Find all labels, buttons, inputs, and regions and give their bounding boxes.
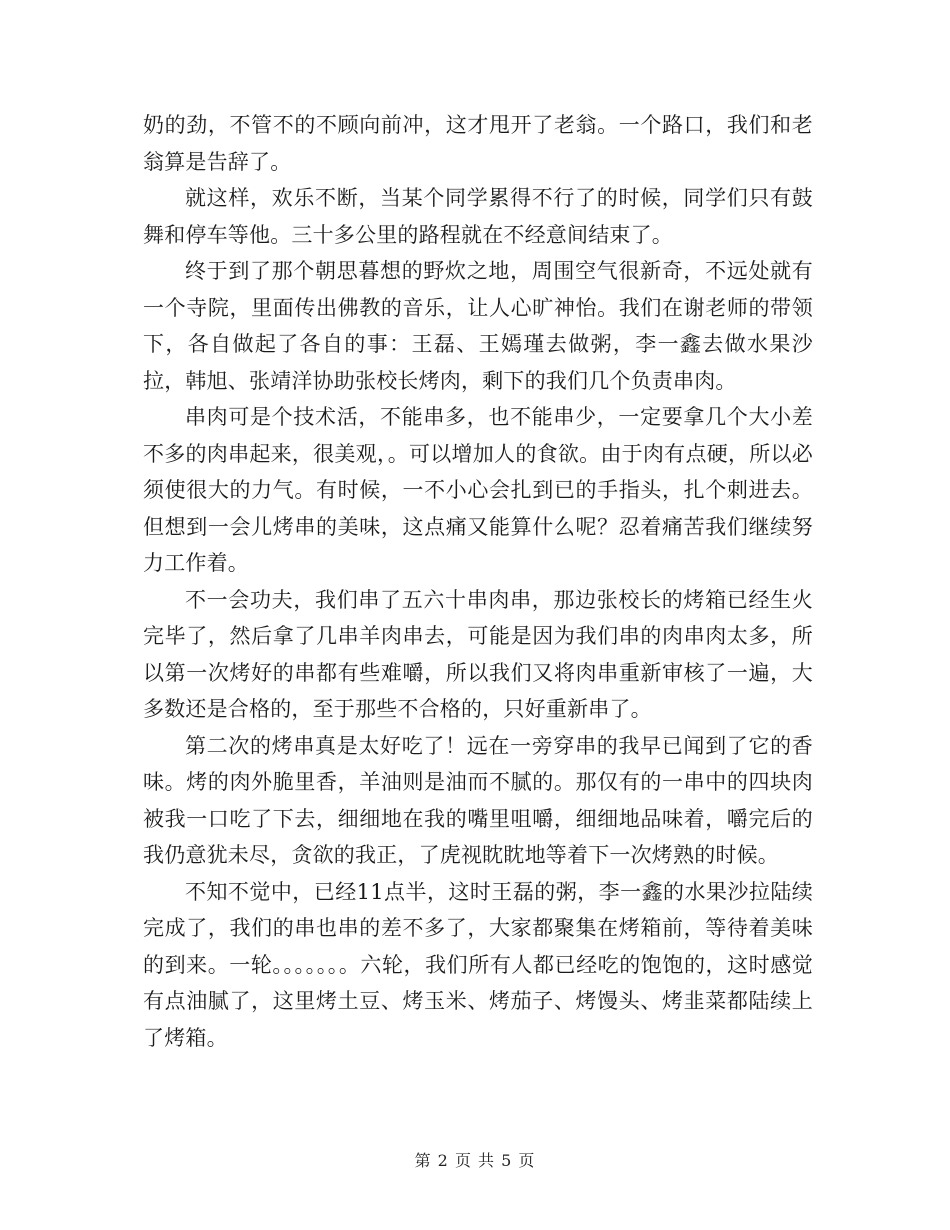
paragraph: 不知不觉中，已经11点半，这时王磊的粥，李一鑫的水果沙拉陆续完成了，我们的串也串的差不多了，大家都聚集在烤箱前，等待着美味的到来。一轮。。。。。。。六轮，我们所有人都已经吃的饱饱的，这时感觉有点油腻了，这里烤土豆、烤玉米、烤茄子、烤馒头、烤韭菜都陆续上了烤箱。 [143,879,813,1050]
paragraph: 不一会功夫，我们串了五六十串肉串，那边张校长的烤箱已经生火完毕了，然后拿了几串羊肉串去，可能是因为我们串的肉串肉太多，所以第一次烤好的串都有些难嚼，所以我们又将肉串重新审核了一遍，大多数还是合格的，至于那些不合格的，只好重新串了。 [143,587,813,721]
paragraph: 第二次的烤串真是太好吃了！远在一旁穿串的我早已闻到了它的香味。烤的肉外脆里香，羊油则是油而不腻的。那仅有的一串中的四块肉被我一口吃了下去，细细地在我的嘴里咀嚼，细细地品味着，嚼完后的我仍意犹未尽，贪欲的我正，了虎视眈眈地等着下一次烤熟的时候。 [143,733,813,867]
paragraph: 终于到了那个朝思暮想的野炊之地，周围空气很新奇，不远处就有一个寺院，里面传出佛教的音乐，让人心旷神怡。我们在谢老师的带领下，各自做起了各自的事：王磊、王嫣瑾去做粥，李一鑫去做水果沙拉，韩旭、张靖洋协助张校长烤肉，剩下的我们几个负责串肉。 [143,259,813,393]
document-body [143,107,813,1056]
paragraph: 就这样，欢乐不断，当某个同学累得不行了的时候，同学们只有鼓舞和停车等他。三十多公里的路程就在不经意间结束了。 [143,186,813,247]
paragraph: 串肉可是个技术活，不能串多，也不能串少，一定要拿几个大小差不多的肉串起来，很美观，。可以增加人的食欲。由于肉有点硬，所以必须使很大的力气。有时候，一不小心会扎到已的手指头，扎个刺进去。但想到一会儿烤串的美味，这点痛又能算什么呢？忍着痛苦我们继续努力工作着。 [143,405,813,575]
paragraph-continuation: 奶的劲，不管不的不顾向前冲，这才甩开了老翁。一个路口，我们和老翁算是告辞了。 [143,113,813,174]
page-number-footer: 第 2 页 共 5 页 [414,1151,536,1170]
